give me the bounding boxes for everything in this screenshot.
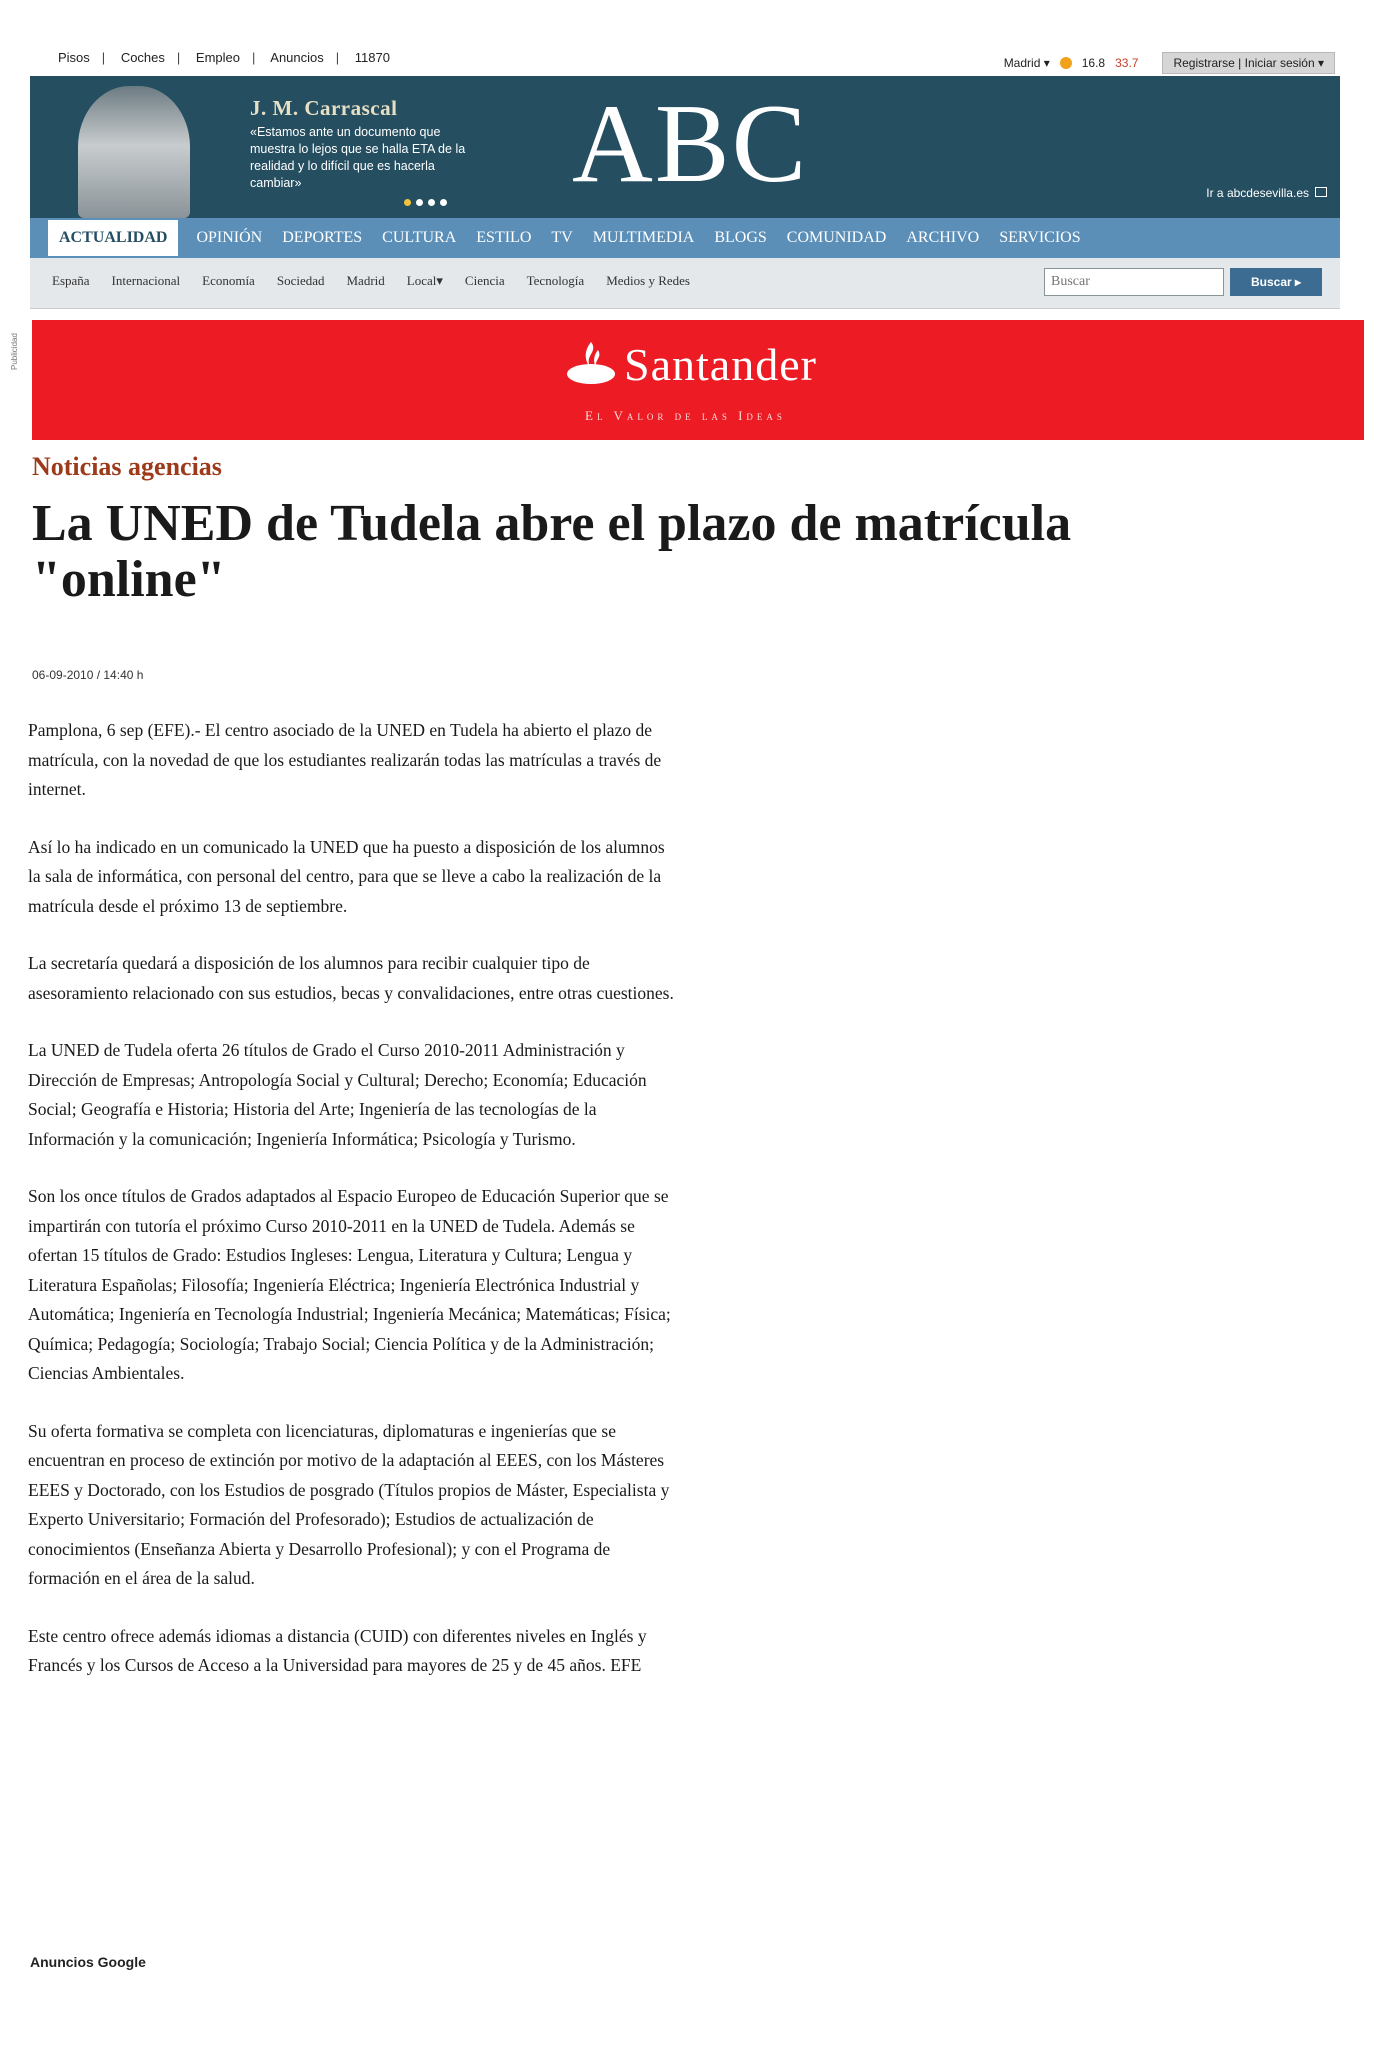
subnav-item-madrid[interactable]: Madrid bbox=[346, 273, 385, 288]
nav-item-multimedia[interactable]: MULTIMEDIA bbox=[592, 229, 695, 246]
nav-item-cultura[interactable]: CULTURA bbox=[382, 229, 457, 246]
nav-item-comunidad[interactable]: COMUNIDAD bbox=[786, 229, 887, 246]
article-dateline: 06-09-2010 / 14:40 h bbox=[32, 668, 144, 682]
top-link-anuncios[interactable]: Anuncios bbox=[270, 50, 324, 65]
temp-low: 16.8 bbox=[1081, 56, 1106, 70]
weather-sun-icon bbox=[1060, 57, 1072, 69]
search-input[interactable] bbox=[1044, 268, 1224, 296]
carousel-dot-icon[interactable] bbox=[428, 199, 435, 206]
google-ads-label: Anuncios Google bbox=[30, 1954, 146, 1970]
subnav-item-espana[interactable]: España bbox=[52, 273, 90, 288]
top-links: Pisos | Coches | Empleo | Anuncios | 11870 bbox=[58, 50, 390, 65]
top-right-bar bbox=[1004, 52, 1335, 74]
subnav-item-sociedad[interactable]: Sociedad bbox=[276, 273, 325, 288]
carousel-dots bbox=[404, 199, 447, 206]
article-paragraph: La UNED de Tudela oferta 26 títulos de Grado el Curso 2010-2011 Administración y Dirección de Empresas; Antropología Social y Cultural; Derecho; Economía; Educación Social; Geografía e Historia; Historia del Arte; Ingeniería de las tecnologías de la Información y la comunicación; Ingeniería Informática; Psicología y Turismo. bbox=[28, 1040, 647, 1149]
article-paragraph: Así lo ha indicado en un comunicado la UNED que ha puesto a disposición de los alumnos la sala de informática, con personal del centro, para que se lleve a cabo la realización de la matrícula desde el próximo 13 de septiembre. bbox=[28, 836, 665, 916]
article-paragraph: Son los once títulos de Grados adaptados al Espacio Europeo de Educación Superior que se impartirán con tutoría el próximo Curso 2010-2011 en la UNED de Tudela. Además se ofertan 15 títulos de Grado: Estudios Ingleses: Lengua, Literatura y Cultura; Lengua y Literatura Españolas; Filosofía; Ingeniería Eléctrica; Ingeniería Electrónica Industrial y Automática; Ingeniería en Tecnología Industrial; Ingeniería Mecánica; Matemáticas; Física; Química; Pedagogía; Sociología; Trabajo Social; Ciencia Política y de la Administración; Ciencias Ambientales. bbox=[28, 1186, 671, 1383]
subnav-item-ciencia[interactable]: Ciencia bbox=[464, 273, 505, 288]
nav-item-servicios[interactable]: SERVICIOS bbox=[999, 229, 1081, 246]
login-link[interactable]: Iniciar sesión ▾ bbox=[1244, 56, 1324, 70]
article-headline: La UNED de Tudela abre el plazo de matrícula "online" bbox=[32, 495, 1072, 608]
columnist-name[interactable]: J. M. Carrascal bbox=[250, 96, 398, 120]
nav-item-opinion[interactable]: OPINIÓN bbox=[196, 229, 263, 246]
external-site-link[interactable] bbox=[1206, 186, 1327, 200]
carousel-dot-icon[interactable] bbox=[440, 199, 447, 206]
nav-item-estilo[interactable]: ESTILO bbox=[476, 229, 532, 246]
carousel-dot-icon[interactable] bbox=[416, 199, 423, 206]
ad-tagline: El Valor de las Ideas bbox=[585, 408, 786, 423]
temp-high: 33.7 bbox=[1115, 56, 1139, 70]
sub-nav bbox=[52, 268, 690, 294]
columnist-quote[interactable]: «Estamos ante un documento que muestra lo lejos que se halla ETA de la realidad y lo difícil que es hacerla cambiar» bbox=[250, 125, 466, 190]
top-link-11870[interactable]: 11870 bbox=[354, 50, 390, 65]
article-paragraph: Su oferta formativa se completa con licenciaturas, diplomaturas e ingenierías que se encuentran en proceso de extinción por motivo de la adaptación al EEES, con los Másteres EEES y Doctorado, con los Estudios de posgrado (Títulos propios de Máster, Especialista y Experto Universitario; Formación del Profesorado); Estudios de actualización de conocimientos (Enseñanza Abierta y Desarrollo Profesional); y con el Programa de formación en el área de la salud. bbox=[28, 1420, 670, 1588]
abc-logo[interactable]: ABC bbox=[572, 82, 809, 206]
nav-item-actualidad[interactable]: ACTUALIDAD bbox=[48, 220, 178, 256]
ad-side-label: Publicidad bbox=[10, 333, 19, 370]
top-link-empleo[interactable]: Empleo bbox=[195, 50, 240, 65]
external-site-label: Ir a abcdesevilla.es bbox=[1206, 186, 1309, 200]
account-box: Registrarse | Iniciar sesión ▾ bbox=[1162, 52, 1335, 74]
register-link[interactable]: Registrarse bbox=[1173, 56, 1235, 70]
search-button[interactable]: Buscar ▸ bbox=[1230, 268, 1322, 296]
article-paragraph: La secretaría quedará a disposición de los alumnos para recibir cualquier tipo de asesoramiento relacionado con sus estudios, becas y convalidaciones, entre otras cuestiones. bbox=[28, 953, 674, 1003]
top-link-pisos[interactable]: Pisos bbox=[58, 50, 90, 65]
article-body bbox=[28, 716, 678, 1709]
nav-item-tv[interactable]: TV bbox=[551, 229, 573, 246]
subnav-item-medios[interactable]: Medios y Redes bbox=[606, 273, 690, 288]
subnav-item-tecnologia[interactable]: Tecnología bbox=[526, 273, 585, 288]
nav-item-blogs[interactable]: BLOGS bbox=[714, 229, 767, 246]
carousel-dot-icon[interactable] bbox=[404, 199, 411, 206]
section-label[interactable]: Noticias agencias bbox=[32, 452, 222, 481]
columnist-photo bbox=[78, 86, 190, 218]
subnav-item-local[interactable]: Local▾ bbox=[406, 273, 443, 288]
main-nav bbox=[48, 220, 1091, 256]
city-selector[interactable]: Madrid ▾ bbox=[1003, 56, 1050, 70]
nav-item-deportes[interactable]: DEPORTES bbox=[282, 229, 363, 246]
subnav-item-internacional[interactable]: Internacional bbox=[111, 273, 181, 288]
article-paragraph: Pamplona, 6 sep (EFE).- El centro asociado de la UNED en Tudela ha abierto el plazo de matrícula, con la novedad de que los estudiantes realizarán todas las matrículas a través de internet. bbox=[28, 720, 662, 799]
nav-item-archivo[interactable]: ARCHIVO bbox=[906, 229, 980, 246]
article-paragraph: Este centro ofrece además idiomas a distancia (CUID) con diferentes niveles en Inglés y Francés y los Cursos de Acceso a la Universidad para mayores de 25 y de 45 años. EFE bbox=[28, 1625, 647, 1675]
subnav-item-economia[interactable]: Economía bbox=[202, 273, 255, 288]
santander-flame-icon bbox=[565, 338, 617, 386]
ad-brand-name: Santander bbox=[624, 339, 817, 390]
external-link-icon bbox=[1315, 187, 1327, 197]
top-link-coches[interactable]: Coches bbox=[120, 50, 165, 65]
